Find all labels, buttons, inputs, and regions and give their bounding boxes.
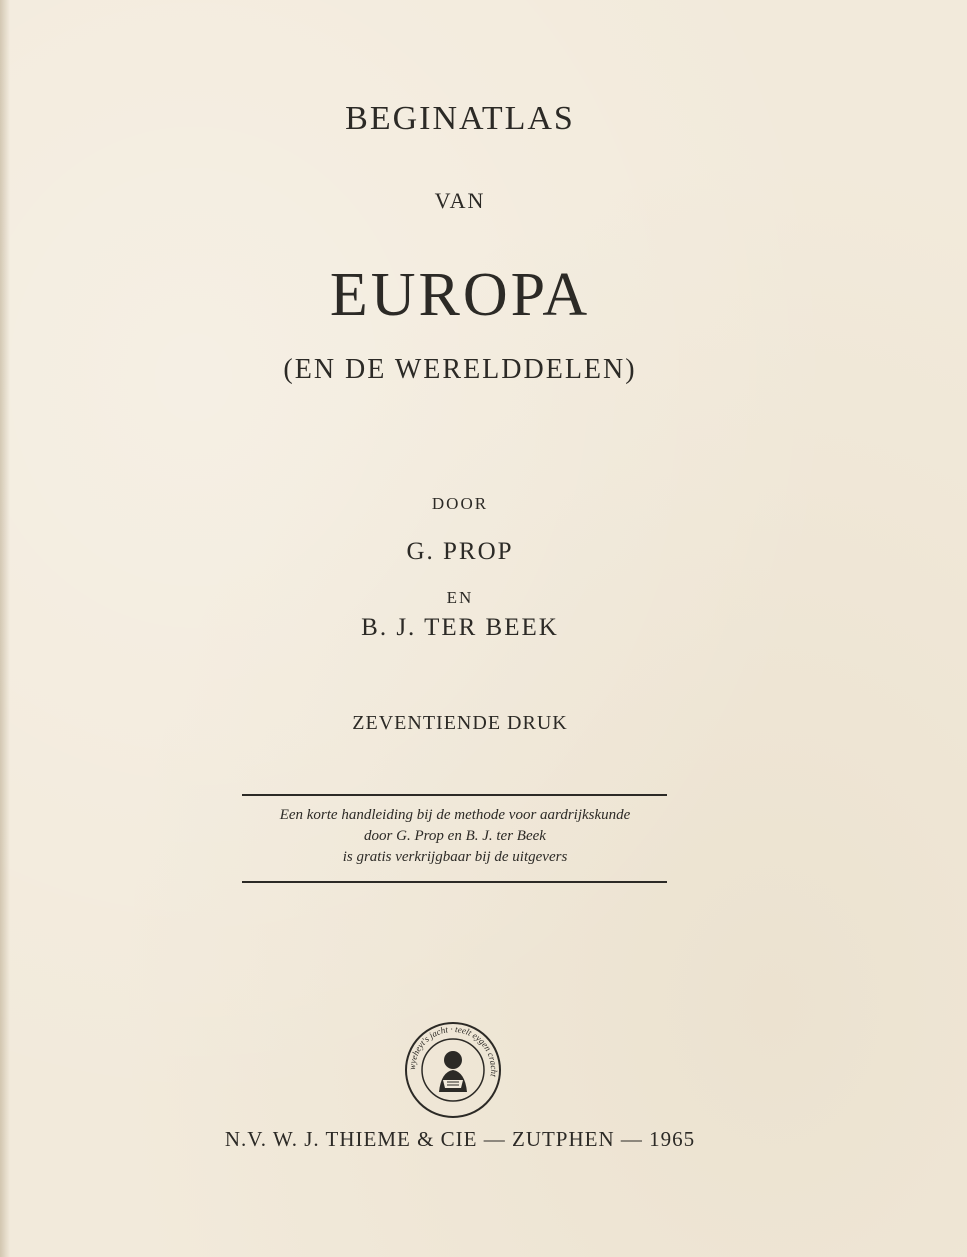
author-2: B. J. TER BEEK <box>361 614 559 641</box>
note-line-1: Een korte handleiding bij de methode voor aardrijkskunde <box>279 807 631 823</box>
by-label: DOOR <box>431 494 489 513</box>
seal-motto: wyeheyt's jacht · teelt eygen cracht <box>406 1023 500 1078</box>
divider-bottom <box>242 881 667 883</box>
book-title: BEGINATLAS <box>345 100 575 137</box>
region-title: EUROPA <box>329 261 591 329</box>
title-connector: VAN <box>434 188 486 213</box>
note-line-3: is gratis verkrijgbaar bij de uitgevers <box>342 849 568 865</box>
publisher-imprint: N.V. W. J. THIEME & CIE — ZUTPHEN — 1965 <box>224 1127 696 1151</box>
divider-top <box>242 794 667 796</box>
and-label: EN <box>446 588 474 607</box>
handbook-note <box>0 805 910 868</box>
note-line-2: door G. Prop en B. J. ter Beek <box>364 828 546 844</box>
publisher-seal-icon <box>403 1020 503 1120</box>
edition: ZEVENTIENDE DRUK <box>352 712 568 734</box>
svg-text:wyeheyt's jacht · teelt eygen <box>407 1024 499 1078</box>
subtitle: (EN DE WERELDDELEN) <box>283 354 637 385</box>
author-1: G. PROP <box>406 538 514 565</box>
